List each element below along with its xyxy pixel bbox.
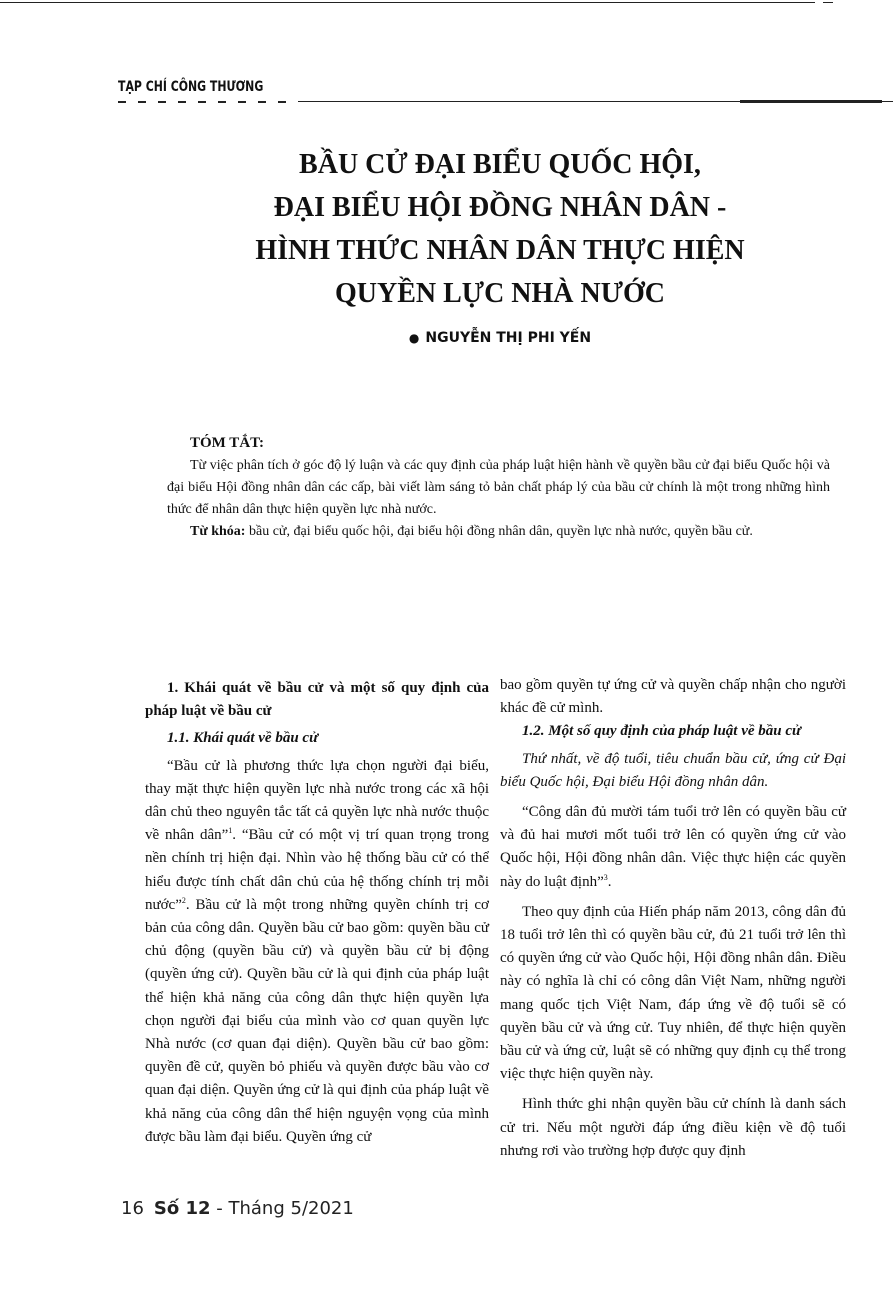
keywords: [167, 521, 830, 543]
title-line: HÌNH THỨC NHÂN DÂN THỰC HIỆN: [255, 235, 745, 266]
section-heading-1-1: 1.1. Khái quát về bầu cử: [167, 730, 319, 747]
title-line: ĐẠI BIỂU HỘI ĐỒNG NHÂN DÂN -: [273, 192, 727, 223]
quote-paragraph: [500, 801, 846, 894]
quote-end: .: [607, 873, 612, 890]
paragraph-text: “Bầu cử là phương thức lựa chọn người đại biểu, thay mặt thực hiện quyền lực nhà nước trong các xã hội dân chủ theo nguyên tắc tất cả quyền lực nhà nước thuộc về nhân dân”: [145, 757, 489, 844]
top-border-rule: [0, 2, 815, 3]
footnote-ref: 1: [228, 826, 233, 836]
journal-name: TẠP CHÍ CÔNG THƯƠNG: [118, 79, 264, 95]
first-point: Thứ nhất, về độ tuổi, tiêu chuẩn bầu cử, ứng cử Đại biểu Quốc hội, Đại biểu Hội đồng nhân dân.: [500, 750, 846, 790]
section-heading-1-2: 1.2. Một số quy định của pháp luật về bầu cử: [522, 723, 802, 740]
quote-text: “Công dân đủ mười tám tuổi trở lên có quyền bầu cử và đủ hai mươi mốt tuổi trở lên có quyền ứng cử vào Quốc hội, Hội đồng nhân dân. Việc thực hiện các quyền này do luật định”: [500, 804, 846, 890]
footnote-ref: 2: [181, 895, 186, 905]
paragraph-text: . “Bầu cử có một vị trí quan trọng trong nền chính trị hiện đại. Nhìn vào hệ thống bầu cử có thể hiểu được tính chất dân chủ của hệ thống chính trị mỗi nước”: [145, 827, 489, 913]
paragraph-text: . Bầu cử là một trong những quyền chính trị cơ bản của công dân. Quyền bầu cử bao gồm: quyền bầu cử chủ động (quyền bầu cử) và quyền bầu cử bị động (quyền ứng cử). Quyền bầu cử là qui định của pháp luật thể hiện khả năng của công dân thực hiện quyền lựa chọn người đại biểu của mình vào cơ quan quyền lực Nhà nước (cơ quan đại diện). Quyền bầu cử bao gồm: quyền đề cử, quyền bỏ phiếu và quyền được bầu vào cơ quan đại diện. Quyền ứng cử là qui định của pháp luật về khả năng của công dân thể hiện nguyện vọng của mình được bầu làm đại biểu. Quyền ứng cử: [145, 896, 489, 1145]
title-line: BẦU CỬ ĐẠI BIỂU QUỐC HỘI,: [299, 149, 701, 180]
abstract-text: Từ việc phân tích ở góc độ lý luận và các quy định của pháp luật hiện hành về quyền bầu cử đại biểu Quốc hội và đại biểu Hội đồng nhân dân các cấp, bài viết làm sáng tỏ bản chất pháp lý của bầu cử chính là một trong những hình thức để nhân dân thực hiện quyền lực nhà nước.: [167, 458, 830, 517]
article-title: [200, 143, 800, 315]
section-heading-1: 1. Khái quát về bầu cử và một số quy định của pháp luật về bầu cử: [145, 680, 489, 720]
body-column-left: [145, 677, 489, 1149]
title-line: QUYỀN LỰC NHÀ NƯỚC: [334, 278, 666, 309]
header-dashed-rule: [118, 101, 298, 103]
issue-number: Số 12: [153, 1198, 211, 1219]
author-name: NGUYỄN THỊ PHI YẾN: [425, 330, 592, 346]
bullet-icon: ●: [408, 331, 420, 345]
footnote-ref: 3: [603, 872, 608, 882]
top-border-tick: [823, 2, 833, 3]
keywords-label: Từ khóa:: [190, 524, 246, 539]
abstract: [167, 432, 830, 543]
author-byline: [300, 330, 700, 346]
body-column-right: [500, 674, 846, 1163]
keywords-text: bầu cử, đại biểu quốc hội, đại biểu hội đồng nhân dân, quyền lực nhà nước, quyền bầu cử.: [245, 524, 753, 539]
page-number: 16: [121, 1198, 144, 1219]
paragraph-continued: bao gồm quyền tự ứng cử và quyền chấp nhận cho người khác đề cử mình.: [500, 677, 846, 717]
paragraph: Hình thức ghi nhận quyền bầu cử chính là danh sách cử tri. Nếu một người đáp ứng điều kiện về độ tuổi nhưng rơi vào trường hợp được quy định: [500, 1096, 846, 1159]
issue-date: - Tháng 5/2021: [210, 1198, 354, 1219]
paragraph: Theo quy định của Hiến pháp năm 2013, công dân đủ 18 tuổi trở lên thì có quyền bầu cử, đủ 21 tuổi trở lên thì có quyền ứng cử vào Quốc hội, Hội đồng nhân dân. Điều này có nghĩa là chỉ có công dân Việt Nam, những người mang quốc tịch Việt Nam, đáp ứng về độ tuổi sẽ có quyền bầu cử và ứng cử. Tuy nhiên, để thực hiện quyền bầu cử và ứng cử, luật sẽ có những quy định cụ thể trong việc thực hiện quyền này.: [500, 903, 846, 1083]
abstract-heading: TÓM TẮT:: [190, 435, 265, 451]
header-thick-rule: [740, 100, 882, 103]
page-footer: [121, 1198, 354, 1219]
paragraph: [145, 755, 489, 1149]
